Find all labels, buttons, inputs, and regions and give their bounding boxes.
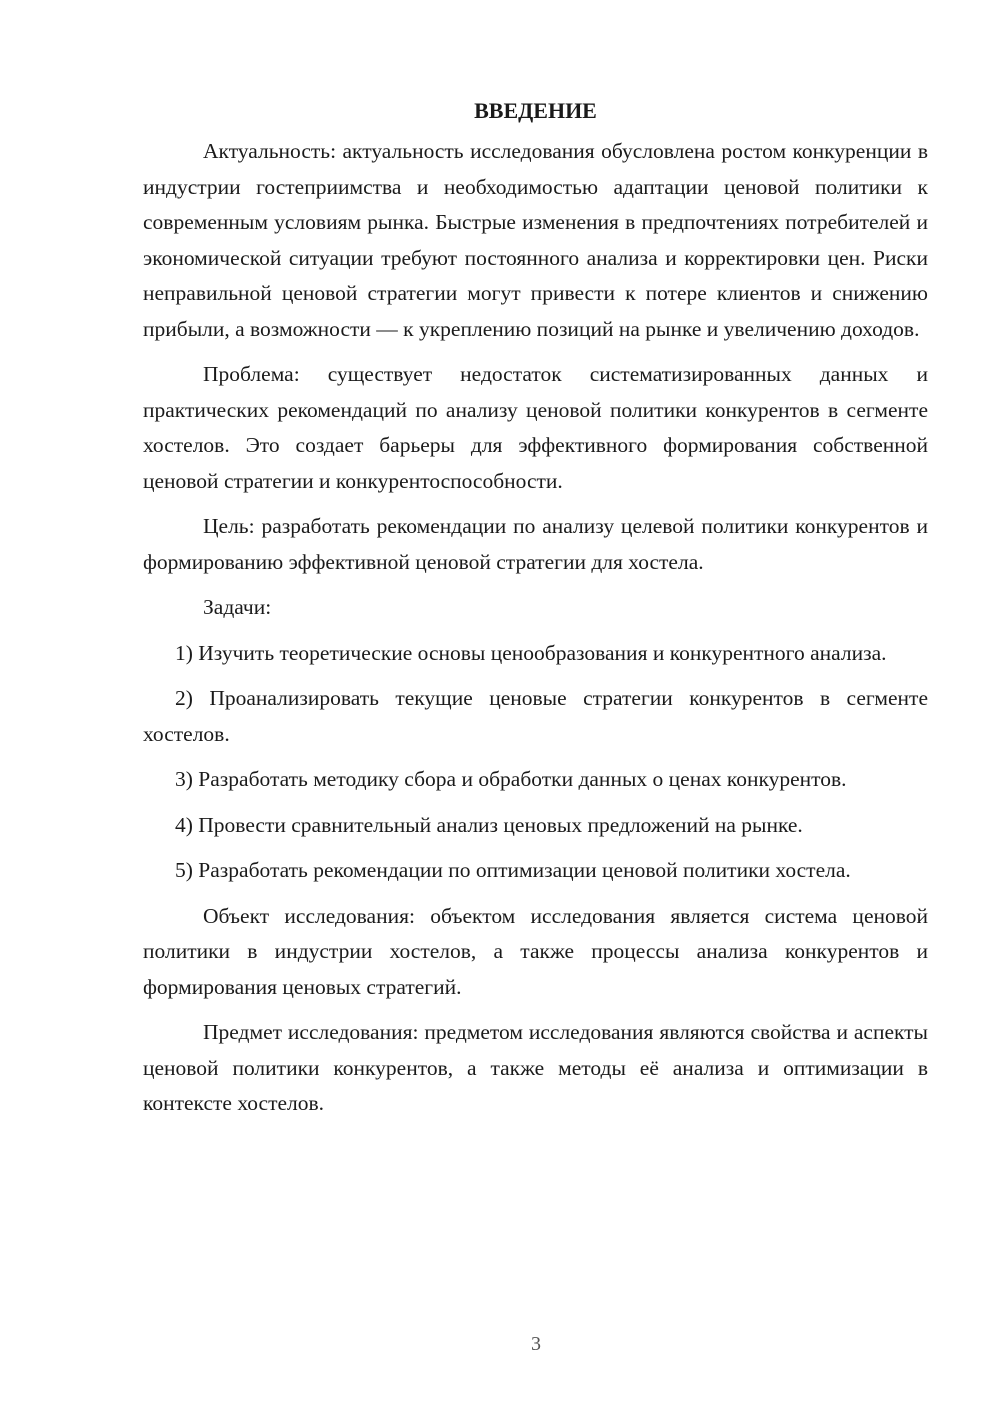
task-item-1: 1) Изучить теоретические основы ценообразования и конкурентного анализа. (175, 640, 887, 665)
task-item-5: 5) Разработать рекомендации по оптимизации ценовой политики хостела. (175, 858, 851, 882)
subject-paragraph: Предмет исследования: предметом исследования являются свойства и аспекты ценовой политики конкурентов, а также методы её анализа и оптимизации в контексте хостелов. (143, 1020, 928, 1115)
object-paragraph: Объект исследования: объектом исследования является система ценовой политики в индустрии хостелов, а также процессы анализа конкурентов и формирования ценовых стратегий. (143, 903, 928, 999)
goal-paragraph: Цель: разработать рекомендации по анализу целевой политики конкурентов и формированию эффективной ценовой стратегии для хостела. (143, 514, 928, 574)
section-title: ВВЕДЕНИЕ (474, 98, 597, 123)
tasks-label: Задачи: (203, 595, 272, 619)
relevance-paragraph: Актуальность: актуальность исследования обусловлена ростом конкуренции в индустрии гостеприимства и необходимостью адаптации ценовой политики к современным условиям рынка. Быстрые изменения в предпочтениях потребителей и экономической ситуации требуют постоянного анализа и корректировки цен. Риски неправильной ценовой стратегии могут привести к потере клиентов и снижению прибыли, а возможности — к укреплению позиций на рынке и увеличению доходов. (143, 139, 928, 341)
task-item-2: 2) Проанализировать текущие ценовые стратегии конкурентов в сегменте хостелов. (143, 686, 928, 746)
document-page (143, 96, 928, 1132)
problem-paragraph: Проблема: существует недостаток систематизированных данных и практических рекомендаций по анализу ценовой политики конкурентов в сегменте хостелов. Это создает барьеры для эффективного формирования собственной ценовой стратегии и конкурентоспособности. (143, 362, 928, 493)
task-item-4: 4) Провести сравнительный анализ ценовых предложений на рынке. (175, 812, 803, 837)
page-number: 3 (531, 1333, 541, 1355)
task-item-3: 3) Разработать методику сбора и обработки данных о ценах конкурентов. (175, 767, 847, 791)
